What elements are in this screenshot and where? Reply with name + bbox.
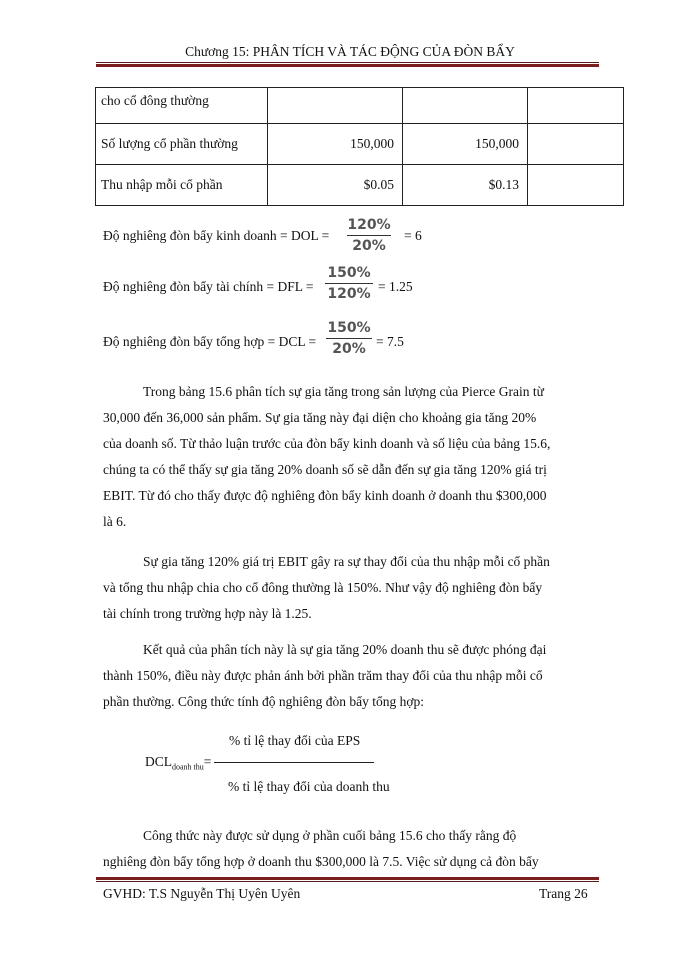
paragraph-line: chúng ta có thể thấy sự gia tăng 20% doanh số sẽ dẫn đến sự gia tăng 120% giá trị xyxy=(103,462,547,477)
footer-rule xyxy=(96,876,599,882)
dcl-result: = 7.5 xyxy=(376,334,404,349)
paragraph-line: của doanh số. Từ thảo luận trước của đòn bẩy kinh doanh và số liệu của bảng 15.6, xyxy=(103,436,551,451)
dfl-formula-label: Độ nghiêng đòn bẩy tài chính = DFL = xyxy=(103,279,314,294)
paragraph-line: EBIT. Từ đó cho thấy được độ nghiêng đòn bẩy kinh doanh ở doanh thu $300,000 xyxy=(103,488,547,503)
fraction-denominator: 20% xyxy=(332,341,366,357)
paragraph-line: Công thức này được sử dụng ở phần cuối bảng 15.6 cho thấy rằng độ xyxy=(143,828,517,843)
cell-value xyxy=(403,88,528,124)
dcl-subscript: doanh thu xyxy=(172,762,204,772)
dol-result: = 6 xyxy=(404,228,422,243)
dcl-symbol: DCL xyxy=(145,754,172,769)
dcl-fraction-bar xyxy=(214,762,374,763)
cell-value: 150,000 xyxy=(403,124,528,165)
paragraph-line: 30,000 đến 36,000 sản phẩm. Sự gia tăng này đại diện cho khoảng gia tăng 20% xyxy=(103,410,537,425)
dcl-equals: = xyxy=(203,754,212,769)
dfl-result: = 1.25 xyxy=(378,279,413,294)
table-row xyxy=(96,88,624,124)
paragraph-line: Trong bảng 15.6 phân tích sự gia tăng trong sản lượng của Pierce Grain từ xyxy=(143,384,544,399)
paragraph-line: tài chính trong trường hợp này là 1.25. xyxy=(103,606,312,621)
paragraph-line: thành 150%, điều này được phản ánh bởi phần trăm thay đổi của thu nhập mỗi cổ xyxy=(103,668,543,683)
dol-formula-label: Độ nghiêng đòn bẩy kinh doanh = DOL = xyxy=(103,228,330,243)
paragraph-line: và tổng thu nhập chia cho cổ đông thường là 150%. Như vậy độ nghiêng đòn bẩy xyxy=(103,580,543,595)
dcl-denominator: % tỉ lệ thay đổi của doanh thu xyxy=(228,779,390,794)
cell-value xyxy=(268,88,403,124)
cell-value: $0.13 xyxy=(403,165,528,206)
fraction-numerator: 150% xyxy=(327,320,371,336)
dfl-fraction xyxy=(325,265,373,302)
dcl-label xyxy=(145,754,211,772)
footer-page-number: Trang 26 xyxy=(539,886,588,901)
data-table xyxy=(95,87,624,206)
fraction-denominator: 20% xyxy=(352,238,386,254)
fraction-numerator: 150% xyxy=(327,265,371,281)
cell-value xyxy=(528,88,624,124)
row-label: Số lượng cổ phần thường xyxy=(96,124,268,165)
cell-value xyxy=(528,124,624,165)
header-rule xyxy=(96,62,599,67)
paragraph xyxy=(103,637,599,715)
table-row xyxy=(96,165,624,206)
paragraph-line: phần thường. Công thức tính độ nghiêng đòn bẩy tổng hợp: xyxy=(103,694,425,709)
dol-fraction xyxy=(347,217,391,254)
paragraph xyxy=(103,549,599,627)
page-header-title: Chương 15: PHÂN TÍCH VÀ TÁC ĐỘNG CỦA ĐÒN BẨY xyxy=(185,44,515,59)
dcl-fraction xyxy=(326,320,372,357)
fraction-denominator: 120% xyxy=(327,286,371,302)
dcl-formula-label: Độ nghiêng đòn bẩy tổng hợp = DCL = xyxy=(103,334,317,349)
row-label: cho cổ đông thường xyxy=(96,88,268,124)
cell-value: 150,000 xyxy=(268,124,403,165)
paragraph-line: Kết quả của phân tích này là sự gia tăng 20% doanh thu sẽ được phóng đại xyxy=(143,642,547,657)
row-label: Thu nhập mỗi cổ phần xyxy=(96,165,268,206)
cell-value xyxy=(528,165,624,206)
paragraph-line: Sự gia tăng 120% giá trị EBIT gây ra sự thay đổi của thu nhập mỗi cổ phần xyxy=(143,554,550,569)
paragraph xyxy=(103,379,599,535)
footer-instructor: GVHD: T.S Nguyễn Thị Uyên Uyên xyxy=(103,886,301,901)
paragraph xyxy=(103,823,599,875)
fraction-numerator: 120% xyxy=(347,217,391,233)
cell-value: $0.05 xyxy=(268,165,403,206)
paragraph-line: là 6. xyxy=(103,514,127,529)
table-row xyxy=(96,124,624,165)
dcl-numerator: % tỉ lệ thay đổi của EPS xyxy=(229,733,361,748)
paragraph-line: nghiêng đòn bẩy tổng hợp ở doanh thu $300,000 là 7.5. Việc sử dụng cả đòn bẩy xyxy=(103,854,539,869)
